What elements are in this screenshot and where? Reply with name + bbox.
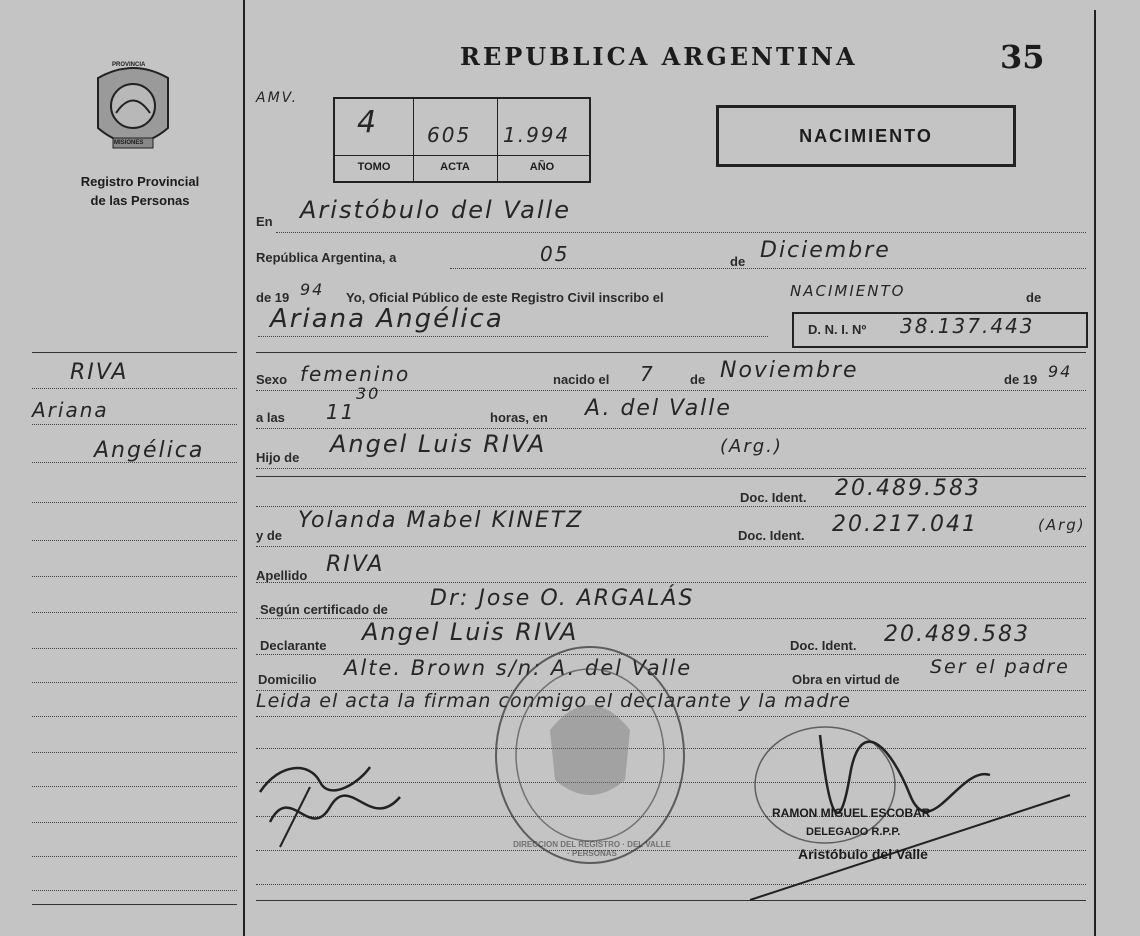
official-title: DELEGADO R.P.P. (806, 826, 901, 838)
margin-rule (32, 502, 237, 503)
margin-rule (32, 856, 237, 857)
field-mother-doc: 20.217.041 (832, 512, 978, 537)
field-day: 05 (540, 242, 570, 266)
label-nacido: nacido el (553, 372, 610, 387)
margin-rule (32, 648, 237, 649)
margin-rule (32, 424, 237, 425)
margin-rule (32, 752, 237, 753)
rule-mother (256, 546, 1086, 547)
margin-rule (32, 822, 237, 823)
label-declarante: Declarante (260, 638, 327, 653)
margin-rule (32, 462, 237, 463)
margin-divider-line (243, 0, 245, 936)
field-basis: Ser el padre (930, 656, 1070, 678)
field-minutes: 30 (356, 384, 381, 403)
field-place: A. del Valle (585, 396, 732, 421)
country-title: REPUBLICA ARGENTINA (460, 42, 858, 71)
field-birth-day: 7 (640, 362, 655, 386)
rule-hijo (256, 468, 1086, 469)
label-yo-oficial: Yo, Oficial Público de este Registro Civil inscribo el (346, 290, 664, 305)
field-hour: 11 (326, 400, 356, 424)
rule-father-doc (256, 506, 1086, 507)
field-surname: RIVA (326, 552, 385, 577)
label-horas: horas, en (490, 410, 548, 425)
ano-value: 1.994 (503, 123, 571, 147)
label-republica: República Argentina, a (256, 250, 397, 265)
document-type-label: NACIMIENTO (799, 126, 933, 146)
seal-outer-text: DIRECCION DEL REGISTRO · DEL VALLE · PERSONAS (513, 840, 671, 858)
field-mother: Yolanda Mabel KINETZ (298, 508, 584, 533)
margin-rule (32, 786, 237, 787)
label-hijo-de: Hijo de (256, 450, 300, 465)
rule-hora (256, 428, 1086, 429)
field-declarant-doc: 20.489.583 (884, 622, 1030, 647)
right-border-line (1094, 10, 1096, 936)
label-segun-certificado: Según certificado de (260, 602, 388, 617)
document-type-box (716, 105, 1016, 167)
rule-apellido (256, 582, 1086, 583)
label-sexo: Sexo (256, 372, 288, 387)
field-declarant: Angel Luis RIVA (362, 618, 579, 646)
rule-section (256, 352, 1086, 353)
field-year-suffix: 94 (300, 280, 325, 299)
field-certificate: Dr: Jose O. ARGALÁS (430, 586, 695, 611)
official-signature-icon (740, 705, 1080, 905)
field-birth-year-suffix: 94 (1048, 362, 1073, 381)
acta-value: 605 (427, 123, 472, 147)
margin-bottom-rule (32, 904, 237, 905)
rule-sexo (256, 390, 1086, 391)
rule-child-name (258, 336, 768, 337)
margin-surname: RIVA (70, 360, 129, 385)
label-de-month: de (730, 254, 746, 269)
registry-name-line1: Registro Provincial (80, 174, 200, 189)
margin-rule (32, 682, 237, 683)
margin-rule (32, 388, 237, 389)
field-father-doc: 20.489.583 (835, 476, 981, 501)
clerk-initials: AMV. (256, 90, 299, 106)
emblem-top-text: PROVINCIA (112, 62, 146, 68)
label-dni: D. N. I. Nº (808, 322, 867, 337)
label-de-end: de (1026, 290, 1042, 305)
label-doc-ident-declarant: Doc. Ident. (790, 638, 857, 653)
field-father-nationality: (Arg.) (720, 436, 783, 457)
label-doc-ident-mother: Doc. Ident. (738, 528, 805, 543)
label-de-19-birth: de 19 (1004, 372, 1038, 387)
margin-top-rule (32, 352, 237, 353)
margin-rule (32, 612, 237, 613)
label-obra-en-virtud: Obra en virtud de (792, 672, 900, 687)
field-mother-nationality: (Arg) (1038, 516, 1086, 534)
official-place: Aristóbulo del Valle (798, 846, 928, 862)
declarant-signature-icon (250, 752, 420, 862)
margin-rule (32, 716, 237, 717)
emblem-bottom-text: MISIONES (114, 140, 144, 146)
label-a-las: a las (256, 410, 285, 425)
field-birth-month: Noviembre (720, 358, 859, 383)
field-sex: femenino (300, 362, 411, 386)
label-y-de: y de (256, 528, 283, 543)
field-city: Aristóbulo del Valle (300, 196, 571, 224)
record-number-box (333, 97, 591, 183)
label-en: En (256, 214, 273, 229)
acta-label: ACTA (440, 161, 470, 173)
field-closing-line: Leida el acta la firman conmigo el declarante y la madre (256, 690, 851, 712)
rule-city (276, 232, 1086, 233)
margin-rule (32, 576, 237, 577)
field-father: Angel Luis RIVA (330, 430, 547, 458)
field-child-name: Ariana Angélica (270, 304, 504, 334)
margin-given-name-1: Ariana (32, 398, 109, 422)
tomo-label: TOMO (357, 161, 391, 173)
margin-given-name-2: Angélica (94, 438, 205, 463)
label-domicilio: Domicilio (258, 672, 317, 687)
margin-rule (32, 890, 237, 891)
tomo-value: 4 (357, 105, 379, 140)
ano-label: AÑO (529, 161, 555, 173)
registry-name-line2: de las Personas (90, 193, 190, 208)
label-doc-ident-father: Doc. Ident. (740, 490, 807, 505)
page-number: 35 (1000, 38, 1045, 76)
field-event: NACIMIENTO (790, 282, 906, 300)
label-apellido: Apellido (256, 568, 308, 583)
registry-seal-icon (490, 640, 690, 870)
field-dni: 38.137.443 (900, 314, 1035, 338)
rule-date (450, 268, 1086, 269)
field-month: Diciembre (760, 238, 891, 263)
label-de-19: de 19 (256, 290, 290, 305)
field-address: Alte. Brown s/n: A. del Valle (344, 656, 693, 680)
official-name: RAMON MIGUEL ESCOBAR (772, 806, 931, 820)
label-de-birth-month: de (690, 372, 706, 387)
margin-rule (32, 540, 237, 541)
